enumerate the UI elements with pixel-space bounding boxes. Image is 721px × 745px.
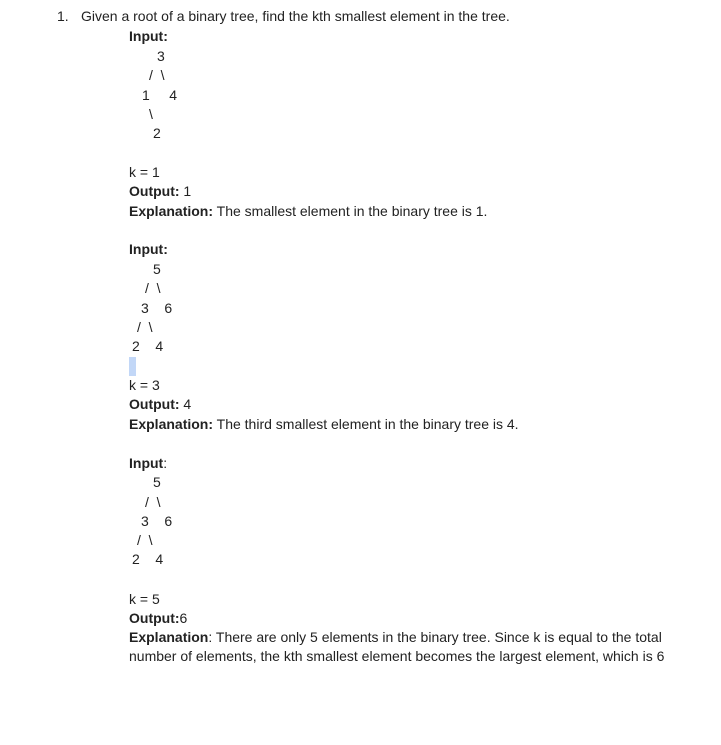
- tree-node-root: 3: [157, 48, 165, 64]
- tree-edges: / \: [137, 319, 153, 335]
- tree-node-root: 5: [153, 261, 161, 277]
- input-label: Input:: [129, 455, 168, 471]
- tree-level-3: 2 4: [132, 338, 164, 354]
- input-label: Input:: [129, 28, 168, 44]
- tree-edges: / \: [145, 280, 161, 296]
- text-cursor-highlight: [129, 357, 136, 376]
- tree-edges: / \: [137, 532, 153, 548]
- tree-edges: / \: [149, 67, 165, 83]
- tree-level-3: 2 4: [132, 551, 164, 567]
- tree-edges: / \: [145, 494, 161, 510]
- question-number: 1.: [57, 8, 69, 24]
- tree-level-3: 2: [153, 125, 161, 141]
- k-value: k = 5: [129, 591, 160, 607]
- k-value: k = 3: [129, 377, 160, 393]
- input-label: Input:: [129, 241, 168, 257]
- k-value: k = 1: [129, 164, 160, 180]
- explanation-line: Explanation: The third smallest element in the binary tree is 4.: [129, 416, 519, 432]
- tree-level-2: 3 6: [141, 300, 173, 316]
- explanation-paragraph: Explanation: There are only 5 elements in the binary tree. Since k is equal to the total number of elements, the kth smallest element becomes the largest element, which is 6: [129, 629, 665, 664]
- tree-level-2: 1 4: [142, 87, 178, 103]
- tree-level-2: 3 6: [141, 513, 173, 529]
- output-line: Output:6: [129, 610, 188, 626]
- question-text: Given a root of a binary tree, find the kth smallest element in the tree.: [81, 8, 510, 24]
- tree-node-root: 5: [153, 474, 161, 490]
- tree-edge: \: [149, 106, 153, 122]
- explanation-line: Explanation: The smallest element in the binary tree is 1.: [129, 203, 488, 219]
- output-line: Output: 4: [129, 396, 192, 412]
- output-line: Output: 1: [129, 183, 192, 199]
